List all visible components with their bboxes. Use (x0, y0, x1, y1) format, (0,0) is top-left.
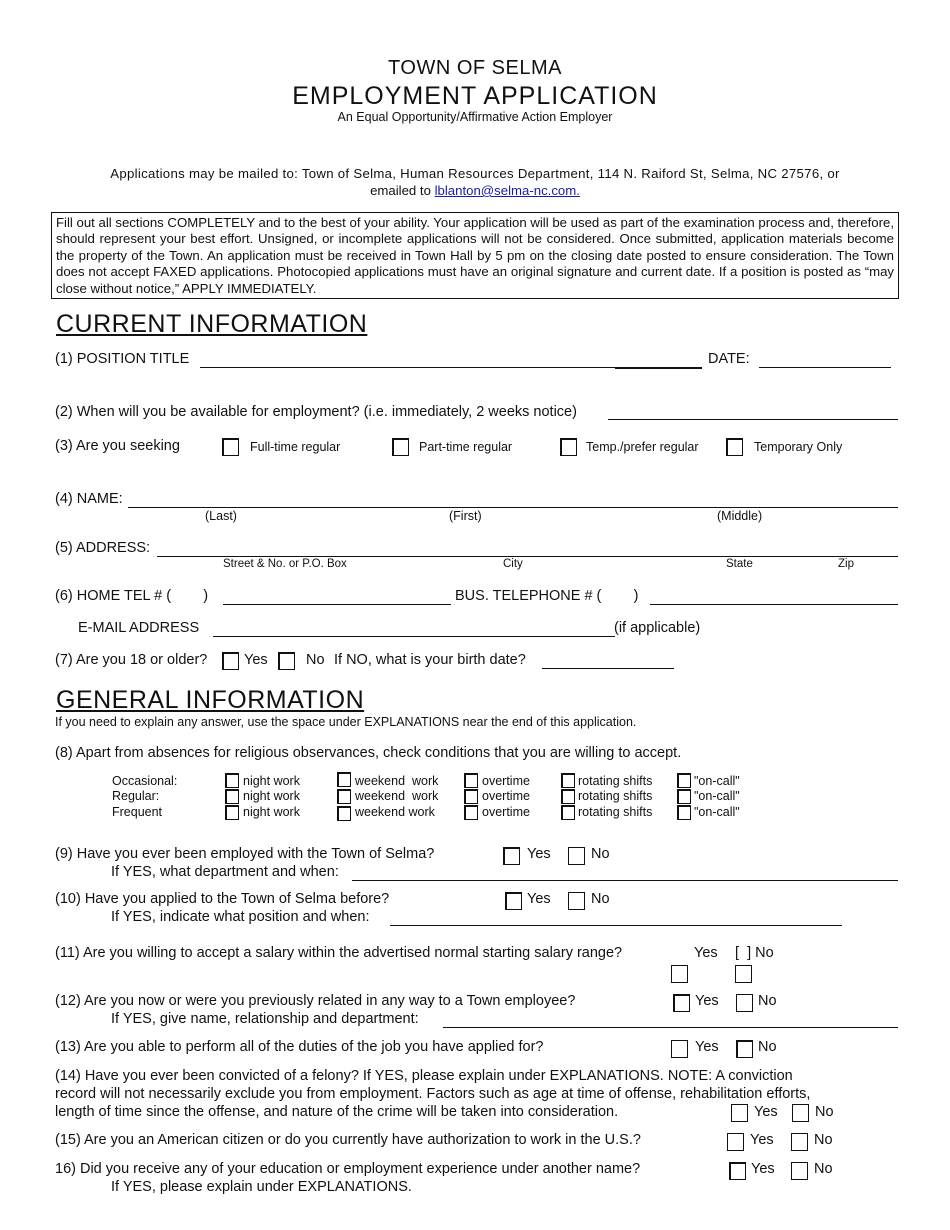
q13-yes-label: Yes (695, 1039, 719, 1055)
q14-line2: record will not necessarily exclude you from employment. Factors such as age at time of offense, rehabilitation efforts, (55, 1086, 811, 1102)
general-intro: If you need to explain any answer, use the space under EXPLANATIONS near the end of this application. (55, 715, 637, 729)
age-label: (7) Are you 18 or older? (55, 652, 208, 668)
q12-yes-checkbox[interactable] (673, 994, 690, 1012)
q9-detail-field[interactable] (352, 880, 898, 881)
occasional-rotating-checkbox[interactable] (561, 773, 575, 788)
q12-detail-field[interactable] (443, 1027, 898, 1028)
q12-no-checkbox[interactable] (736, 994, 753, 1012)
temporary-only-label: Temporary Only (754, 440, 843, 454)
occasional-night-checkbox[interactable] (225, 773, 239, 788)
part-time-checkbox[interactable] (392, 438, 409, 456)
q15-yes-checkbox[interactable] (727, 1133, 744, 1151)
frequent-rotating-label: rotating shifts (578, 805, 653, 819)
occasional-weekend-checkbox[interactable] (337, 772, 351, 787)
regular-overtime-checkbox[interactable] (464, 789, 478, 804)
q12-yes-label: Yes (695, 993, 719, 1009)
q10-sub-label: If YES, indicate what position and when: (111, 909, 370, 925)
q14-no-label: No (815, 1104, 834, 1120)
frequent-label: Frequent (112, 805, 163, 819)
instructions-notice: Fill out all sections COMPLETELY and to the best of your ability. Your application will be used as part of the examination process and, therefore, should represent your best effort. Unsigned, or incomplete applications will not be considered. Once submitted, application materials become the property of the Town. An application must be received in Town Hall by 5 pm on the closing date posted to ensure consideration. The Town does not accept FAXED applications. Photocopied applications must have an original signature and current date. If a position is posted as “may close without notice,” APPLY IMMEDIATELY. (51, 212, 899, 299)
regular-night-checkbox[interactable] (225, 789, 239, 804)
address-zip-caption: Zip (838, 558, 854, 570)
q13-no-label: No (758, 1039, 777, 1055)
email-instructions: emailed to lblanton@selma-nc.com. (370, 183, 580, 198)
regular-oncall-label: "on-call" (694, 789, 740, 803)
frequent-oncall-label: "on-call" (694, 805, 740, 819)
q13-label: (13) Are you able to perform all of the duties of the job you have applied for? (55, 1039, 544, 1055)
regular-label: Regular: (112, 789, 160, 803)
q10-label: (10) Have you applied to the Town of Selma before? (55, 891, 390, 907)
address-state-caption: State (726, 558, 753, 570)
regular-weekend-label: weekend work (355, 789, 439, 803)
regular-weekend-checkbox[interactable] (337, 789, 351, 804)
date-label: DATE: (708, 351, 750, 367)
q13-no-checkbox[interactable] (736, 1040, 753, 1058)
regular-oncall-checkbox[interactable] (677, 789, 691, 804)
q13-yes-checkbox[interactable] (671, 1040, 688, 1058)
q10-no-label: No (591, 891, 610, 907)
frequent-night-label: night work (243, 805, 300, 819)
frequent-night-checkbox[interactable] (225, 805, 239, 820)
q9-no-label: No (591, 846, 610, 862)
position-title-underline (615, 367, 702, 369)
occasional-oncall-checkbox[interactable] (677, 773, 691, 788)
availability-label: (2) When will you be available for employment? (i.e. immediately, 2 weeks notice) (55, 404, 577, 420)
q10-no-checkbox[interactable] (568, 892, 585, 910)
age-yes-checkbox[interactable] (222, 652, 239, 670)
occasional-overtime-checkbox[interactable] (464, 773, 478, 788)
q9-yes-label: Yes (527, 846, 551, 862)
mail-instructions: Applications may be mailed to: Town of Selma, Human Resources Department, 114 N. Raiford St, Selma, NC 27576, or (110, 166, 840, 181)
availability-field[interactable] (608, 419, 898, 420)
q15-no-checkbox[interactable] (791, 1133, 808, 1151)
q11-no-checkbox[interactable] (735, 965, 752, 983)
occasional-label: Occasional: (112, 774, 178, 788)
q14-yes-checkbox[interactable] (731, 1104, 748, 1122)
email-address-label: E-MAIL ADDRESS (78, 620, 200, 636)
q11-yes-label: Yes (694, 945, 718, 961)
bus-tel-label: BUS. TELEPHONE # ( ) (455, 588, 639, 604)
birth-date-label: If NO, what is your birth date? (334, 652, 526, 668)
q14-label: (14) Have you ever been convicted of a felony? If YES, please explain under EXPLANATIONS. NOTE: A conviction (55, 1068, 793, 1084)
q16-yes-label: Yes (751, 1161, 775, 1177)
occasional-rotating-label: rotating shifts (578, 774, 653, 788)
page-subtitle: An Equal Opportunity/Affirmative Action Employer (337, 110, 613, 124)
birth-date-field[interactable] (542, 668, 674, 669)
frequent-oncall-checkbox[interactable] (677, 805, 691, 820)
regular-overtime-label: overtime (482, 789, 530, 803)
q16-sub-label: If YES, please explain under EXPLANATIONS. (111, 1179, 412, 1195)
current-information-heading: CURRENT INFORMATION (56, 310, 368, 338)
frequent-overtime-label: overtime (482, 805, 530, 819)
part-time-label: Part-time regular (419, 440, 513, 454)
occasional-night-label: night work (243, 774, 300, 788)
q9-yes-checkbox[interactable] (503, 847, 520, 865)
q11-label: (11) Are you willing to accept a salary within the advertised normal starting salary range? (55, 945, 623, 961)
q15-yes-label: Yes (750, 1132, 774, 1148)
name-last-caption: (Last) (205, 509, 237, 523)
regular-rotating-checkbox[interactable] (561, 789, 575, 804)
address-city-caption: City (503, 558, 523, 570)
frequent-weekend-label: weekend work (355, 805, 435, 819)
q12-sub-label: If YES, give name, relationship and department: (111, 1011, 419, 1027)
email-if-applicable: (if applicable) (614, 620, 701, 636)
q14-yes-label: Yes (754, 1104, 778, 1120)
address-street-caption: Street & No. or P.O. Box (223, 558, 347, 570)
name-label: (4) NAME: (55, 491, 123, 507)
address-label: (5) ADDRESS: (55, 540, 151, 556)
occasional-weekend-label: weekend work (355, 774, 439, 788)
age-no-label: No (306, 652, 325, 668)
q9-label: (9) Have you ever been employed with the Town of Selma? (55, 846, 435, 862)
regular-rotating-label: rotating shifts (578, 789, 653, 803)
address-field[interactable] (157, 556, 898, 557)
q12-label: (12) Are you now or were you previously related in any way to a Town employee? (55, 993, 576, 1009)
frequent-weekend-checkbox[interactable] (337, 806, 351, 821)
q16-yes-checkbox[interactable] (729, 1162, 746, 1180)
q14-no-checkbox[interactable] (792, 1104, 809, 1122)
occasional-oncall-label: "on-call" (694, 774, 740, 788)
conditions-label: (8) Apart from absences for religious observances, check conditions that you are willing to accept. (55, 745, 682, 761)
q10-yes-checkbox[interactable] (505, 892, 522, 910)
occasional-overtime-label: overtime (482, 774, 530, 788)
q11-no-label: [ ] No (735, 945, 774, 961)
temp-prefer-regular-checkbox[interactable] (560, 438, 577, 456)
date-field[interactable] (759, 367, 891, 368)
email-link[interactable]: lblanton@selma-nc.com. (434, 183, 580, 198)
regular-night-label: night work (243, 789, 300, 803)
full-time-label: Full-time regular (250, 440, 341, 454)
q16-label: 16) Did you receive any of your education or employment experience under another name? (55, 1161, 641, 1177)
age-yes-label: Yes (244, 652, 268, 668)
q12-no-label: No (758, 993, 777, 1009)
age-no-checkbox[interactable] (278, 652, 295, 670)
email-address-field[interactable] (213, 636, 615, 637)
q14-line3: length of time since the offense, and nature of the crime will be taken into consideration. (55, 1104, 619, 1120)
frequent-rotating-checkbox[interactable] (561, 805, 575, 820)
general-information-heading: GENERAL INFORMATION (56, 686, 365, 714)
q9-sub-label: If YES, what department and when: (111, 864, 339, 880)
q16-no-label: No (814, 1161, 833, 1177)
name-middle-caption: (Middle) (717, 509, 763, 523)
town-name: TOWN OF SELMA (388, 57, 562, 79)
name-field[interactable] (128, 507, 898, 508)
q10-yes-label: Yes (527, 891, 551, 907)
q16-no-checkbox[interactable] (791, 1162, 808, 1180)
q15-no-label: No (814, 1132, 833, 1148)
full-time-checkbox[interactable] (222, 438, 239, 456)
q10-detail-field[interactable] (390, 925, 842, 926)
seeking-label: (3) Are you seeking (55, 438, 180, 454)
temp-prefer-regular-label: Temp./prefer regular (586, 440, 699, 454)
q15-label: (15) Are you an American citizen or do you currently have authorization to work in the U.S.? (55, 1132, 641, 1148)
home-tel-field[interactable] (223, 604, 451, 605)
bus-tel-field[interactable] (650, 604, 898, 605)
page-title: EMPLOYMENT APPLICATION (292, 82, 658, 110)
frequent-overtime-checkbox[interactable] (464, 805, 478, 820)
temporary-only-checkbox[interactable] (726, 438, 743, 456)
q11-yes-checkbox[interactable] (671, 965, 688, 983)
q9-no-checkbox[interactable] (568, 847, 585, 865)
name-first-caption: (First) (449, 509, 482, 523)
home-tel-label: (6) HOME TEL # ( ) (55, 588, 209, 604)
position-title-label: (1) POSITION TITLE (55, 351, 190, 367)
